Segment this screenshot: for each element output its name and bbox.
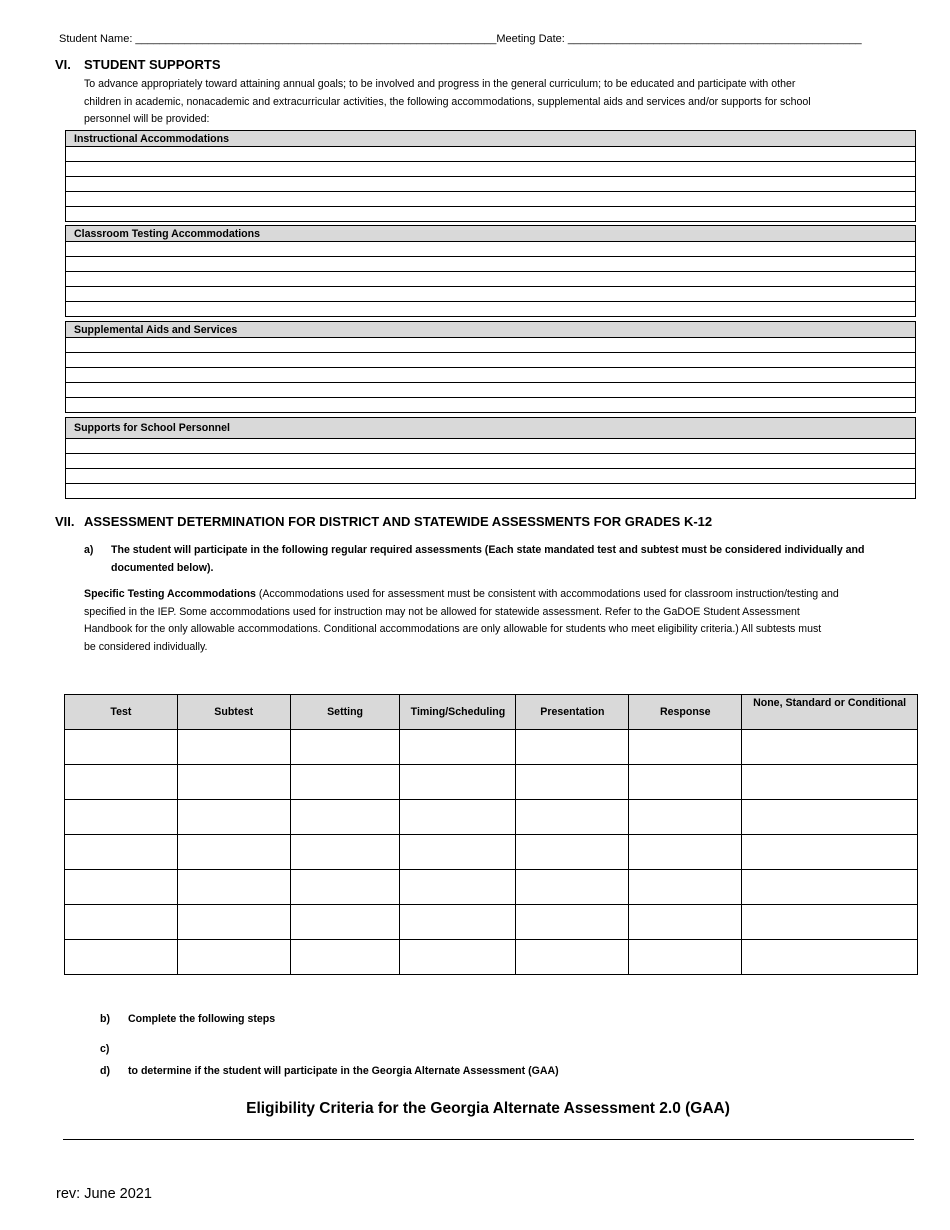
cell[interactable] <box>629 800 742 835</box>
cell[interactable] <box>290 730 400 765</box>
specific-testing-title: Specific Testing Accommodations <box>84 588 256 600</box>
item-d-text: to determine if the student will participate in the Georgia Alternate Assessment (GAA) <box>128 1065 559 1077</box>
cell[interactable] <box>742 835 918 870</box>
cell[interactable] <box>400 870 516 905</box>
intro-line: personnel will be provided: <box>84 113 210 125</box>
cell[interactable] <box>629 835 742 870</box>
cell[interactable] <box>400 730 516 765</box>
table-row <box>65 940 918 975</box>
cell[interactable] <box>177 765 290 800</box>
specific-testing-line: be considered individually. <box>84 640 208 653</box>
cell[interactable] <box>290 905 400 940</box>
classroom-testing-accommodations-heading: Classroom Testing Accommodations <box>66 226 916 242</box>
cell[interactable] <box>400 835 516 870</box>
school-personnel-supports-heading: Supports for School Personnel <box>66 418 916 439</box>
cell[interactable] <box>290 870 400 905</box>
section-6-intro <box>84 76 916 129</box>
table-row <box>65 730 918 765</box>
cell[interactable] <box>516 765 629 800</box>
item-d-marker: d) <box>100 1065 110 1077</box>
cell[interactable] <box>290 940 400 975</box>
cell[interactable] <box>516 800 629 835</box>
item-c-marker: c) <box>100 1043 110 1055</box>
entry-row[interactable] <box>66 192 916 207</box>
entry-row[interactable] <box>66 484 916 499</box>
col-header-subtest: Subtest <box>177 695 290 730</box>
intro-line: To advance appropriately toward attaining annual goals; to be involved and progress in the general curriculum; to be educated and participate with other <box>84 78 796 90</box>
instructional-accommodations-table <box>65 130 916 222</box>
table-row <box>65 835 918 870</box>
table-row <box>65 870 918 905</box>
cell[interactable] <box>177 835 290 870</box>
entry-row[interactable] <box>66 383 916 398</box>
meeting-date-field[interactable]: Meeting Date: ________________________________________________ <box>496 33 862 45</box>
cell[interactable] <box>65 765 178 800</box>
instructional-accommodations-heading: Instructional Accommodations <box>66 131 916 147</box>
cell[interactable] <box>177 905 290 940</box>
entry-row[interactable] <box>66 287 916 302</box>
section-6-title: STUDENT SUPPORTS <box>84 57 221 72</box>
entry-row[interactable] <box>66 302 916 317</box>
col-header-test: Test <box>65 695 178 730</box>
cell[interactable] <box>629 940 742 975</box>
table-header-row <box>65 695 918 730</box>
table-row <box>65 800 918 835</box>
cell[interactable] <box>629 905 742 940</box>
item-a-marker: a) <box>84 544 94 556</box>
cell[interactable] <box>400 940 516 975</box>
entry-row[interactable] <box>66 272 916 287</box>
cell[interactable] <box>290 835 400 870</box>
cell[interactable] <box>177 800 290 835</box>
cell[interactable] <box>629 870 742 905</box>
entry-row[interactable] <box>66 353 916 368</box>
classroom-testing-accommodations-table <box>65 225 916 317</box>
cell[interactable] <box>742 870 918 905</box>
item-a-line: documented below). <box>111 561 214 574</box>
cell[interactable] <box>629 730 742 765</box>
section-7-title: ASSESSMENT DETERMINATION FOR DISTRICT AND STATEWIDE ASSESSMENTS FOR GRADES K-12 <box>84 514 713 529</box>
specific-testing-line: specified in the IEP. Some accommodations used for instruction may not be allowed for statewide assessment. Refer to the GaDOE Student Assessment <box>84 605 800 618</box>
cell[interactable] <box>65 730 178 765</box>
section-7-number: VII. <box>55 514 75 529</box>
item-a-line: The student will participate in the following regular required assessments (Each state mandated test and subtest must be considered individually and <box>111 544 865 556</box>
cell[interactable] <box>65 800 178 835</box>
cell[interactable] <box>742 730 918 765</box>
col-header-setting: Setting <box>290 695 400 730</box>
entry-row[interactable] <box>66 368 916 383</box>
cell[interactable] <box>629 765 742 800</box>
cell[interactable] <box>65 835 178 870</box>
item-b-text: Complete the following steps <box>128 1013 276 1025</box>
cell[interactable] <box>400 800 516 835</box>
student-header <box>59 33 862 45</box>
entry-row[interactable] <box>66 338 916 353</box>
entry-row[interactable] <box>66 439 916 454</box>
cell[interactable] <box>742 800 918 835</box>
entry-row[interactable] <box>66 162 916 177</box>
cell[interactable] <box>65 870 178 905</box>
cell[interactable] <box>400 765 516 800</box>
entry-row[interactable] <box>66 454 916 469</box>
cell[interactable] <box>742 765 918 800</box>
specific-testing-accommodations-paragraph <box>84 586 916 656</box>
cell[interactable] <box>65 940 178 975</box>
section-6-number: VI. <box>55 57 71 72</box>
col-header-presentation: Presentation <box>516 695 629 730</box>
cell[interactable] <box>290 800 400 835</box>
school-personnel-supports-table <box>65 417 916 499</box>
cell[interactable] <box>516 870 629 905</box>
cell[interactable] <box>516 940 629 975</box>
cell[interactable] <box>290 765 400 800</box>
entry-row[interactable] <box>66 398 916 413</box>
table-row <box>65 905 918 940</box>
cell[interactable] <box>177 870 290 905</box>
cell[interactable] <box>177 730 290 765</box>
revision-date: rev: June 2021 <box>56 1186 152 1202</box>
student-name-field[interactable]: Student Name: ___________________________________________________________ <box>59 33 497 45</box>
cell[interactable] <box>742 940 918 975</box>
cell[interactable] <box>516 835 629 870</box>
cell[interactable] <box>516 730 629 765</box>
intro-line: children in academic, nonacademic and extracurricular activities, the following accommodations, supplemental aids and services and/or supports for school <box>84 95 811 108</box>
assessment-accommodations-table <box>64 694 918 975</box>
item-a-text <box>111 542 916 577</box>
eligibility-criteria-title: Eligibility Criteria for the Georgia Alternate Assessment 2.0 (GAA) <box>246 1100 730 1117</box>
specific-testing-line: Handbook for the only allowable accommodations. Conditional accommodations are only allowable for students who meet eligibility criteria.) All subtests must <box>84 623 822 635</box>
cell[interactable] <box>516 905 629 940</box>
divider <box>63 1139 914 1140</box>
cell[interactable] <box>742 905 918 940</box>
entry-row[interactable] <box>66 177 916 192</box>
col-header-timing: Timing/Scheduling <box>400 695 516 730</box>
entry-row[interactable] <box>66 147 916 162</box>
col-header-none-standard-conditional: None, Standard or Conditional <box>742 695 918 730</box>
col-header-response: Response <box>629 695 742 730</box>
item-b-marker: b) <box>100 1013 110 1025</box>
specific-testing-line: (Accommodations used for assessment must be consistent with accommodations used for classroom instruction/testing and <box>255 588 839 600</box>
entry-row[interactable] <box>66 242 916 257</box>
cell[interactable] <box>177 940 290 975</box>
cell[interactable] <box>400 905 516 940</box>
entry-row[interactable] <box>66 207 916 222</box>
supplemental-aids-table <box>65 321 916 413</box>
supplemental-aids-heading: Supplemental Aids and Services <box>66 322 916 338</box>
table-row <box>65 765 918 800</box>
entry-row[interactable] <box>66 469 916 484</box>
cell[interactable] <box>65 905 178 940</box>
entry-row[interactable] <box>66 257 916 272</box>
